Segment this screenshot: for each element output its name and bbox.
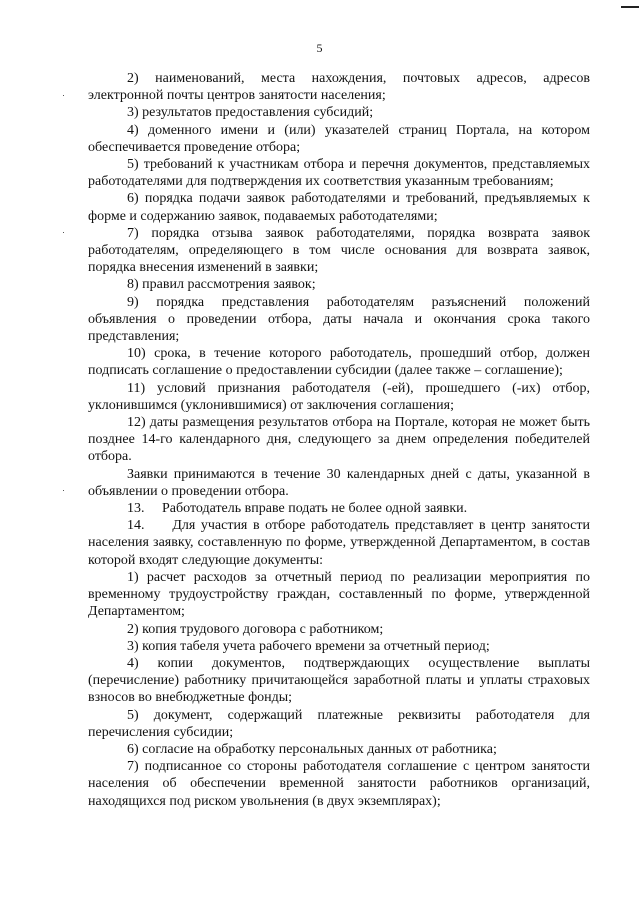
document-item-4-payment-proof: 4) копии документов, подтверждающих осуществление выплаты (перечисление) работнику причитающейся заработной платы и уплаты страховых взносов во внебюджетные фонды; [88,655,590,706]
document-item-5-bank-details: 5) документ, содержащий платежные реквизиты работодателя для перечисления субсидии; [88,707,590,740]
document-item-1-cost-calculation: 1) расчет расходов за отчетный период по реализации мероприятия по временному трудоустройству граждан, составленный по форме, утвержденной Департаментом; [88,569,590,620]
page-number: 5 [316,41,323,55]
document-item-6-personal-data-consent: 6) согласие на обработку персональных данных от работника; [127,741,497,757]
applications-acceptance-paragraph: Заявки принимаются в течение 30 календарных дней с даты, указанной в объявлении о проведении отбора. [88,466,590,499]
list-item-5-requirements: 5) требований к участникам отбора и перечня документов, представляемых работодателями для подтверждения их соответствия указанным требованиям; [88,157,590,190]
list-item-2-names-addresses: 2) наименований, места нахождения, почтовых адресов, адресов электронной почты центров занятости населения; [88,71,590,104]
document-body [88,70,594,810]
document-item-2-employment-contract: 2) копия трудового договора с работником; [127,621,384,637]
scan-margin-dot [63,490,64,491]
scan-margin-dot [63,95,64,96]
list-item-11-evasion-conditions: 11) условий признания работодателя (-ей), прошедшего (-их) отбор, уклонившимся (уклонившимися) от заключения соглашения; [88,380,590,413]
document-item-7-signed-agreement: 7) подписанное со стороны работодателя соглашение с центром занятости населения об обеспечении временной занятости работников организаций, находящихся под риском увольнения (в двух экземплярах); [88,759,590,809]
list-item-4-domain-name: 4) доменного имени и (или) указателей страниц Портала, на котором обеспечивается проведение отбора; [88,122,590,155]
list-item-9-clarifications: 9) порядка представления работодателям разъяснений положений объявления о проведении отбора, даты начала и окончания срока такого представления; [88,294,590,345]
document-item-3-timesheet: 3) копия табеля учета рабочего времени за отчетный период; [127,638,490,654]
list-item-3-results: 3) результатов предоставления субсидий; [127,105,374,121]
list-item-12-results-date: 12) даты размещения результатов отбора на Портале, которая не может быть позднее 14-го календарного дня, следующего за днем определения победителей отбора. [88,415,590,465]
scan-corner-mark [621,6,639,8]
list-item-7-withdrawal-procedure: 7) порядка отзыва заявок работодателями, порядка возврата заявок работодателям, определяющего в том числе основания для возврата заявок, порядка внесения изменений в заявки; [88,225,590,276]
list-item-10-signing-deadline: 10) срока, в течение которого работодатель, прошедший отбор, должен подписать соглашение о предоставлении субсидии (далее также – соглашение); [88,346,590,379]
clause-14: 14. Для участия в отборе работодатель представляет в центр занятости населения заявку, составленную по форме, утвержденной Департаментом, в состав которой входят следующие документы: [88,518,594,568]
list-item-6-application-procedure: 6) порядка подачи заявок работодателями и требований, предъявляемых к форме и содержанию заявок, подаваемых работодателями; [88,191,590,224]
clause-13: 13. Работодатель вправе подать не более одной заявки. [127,501,468,517]
list-item-8-review-rules: 8) правил рассмотрения заявок; [127,277,316,293]
scan-margin-dot [63,232,64,233]
